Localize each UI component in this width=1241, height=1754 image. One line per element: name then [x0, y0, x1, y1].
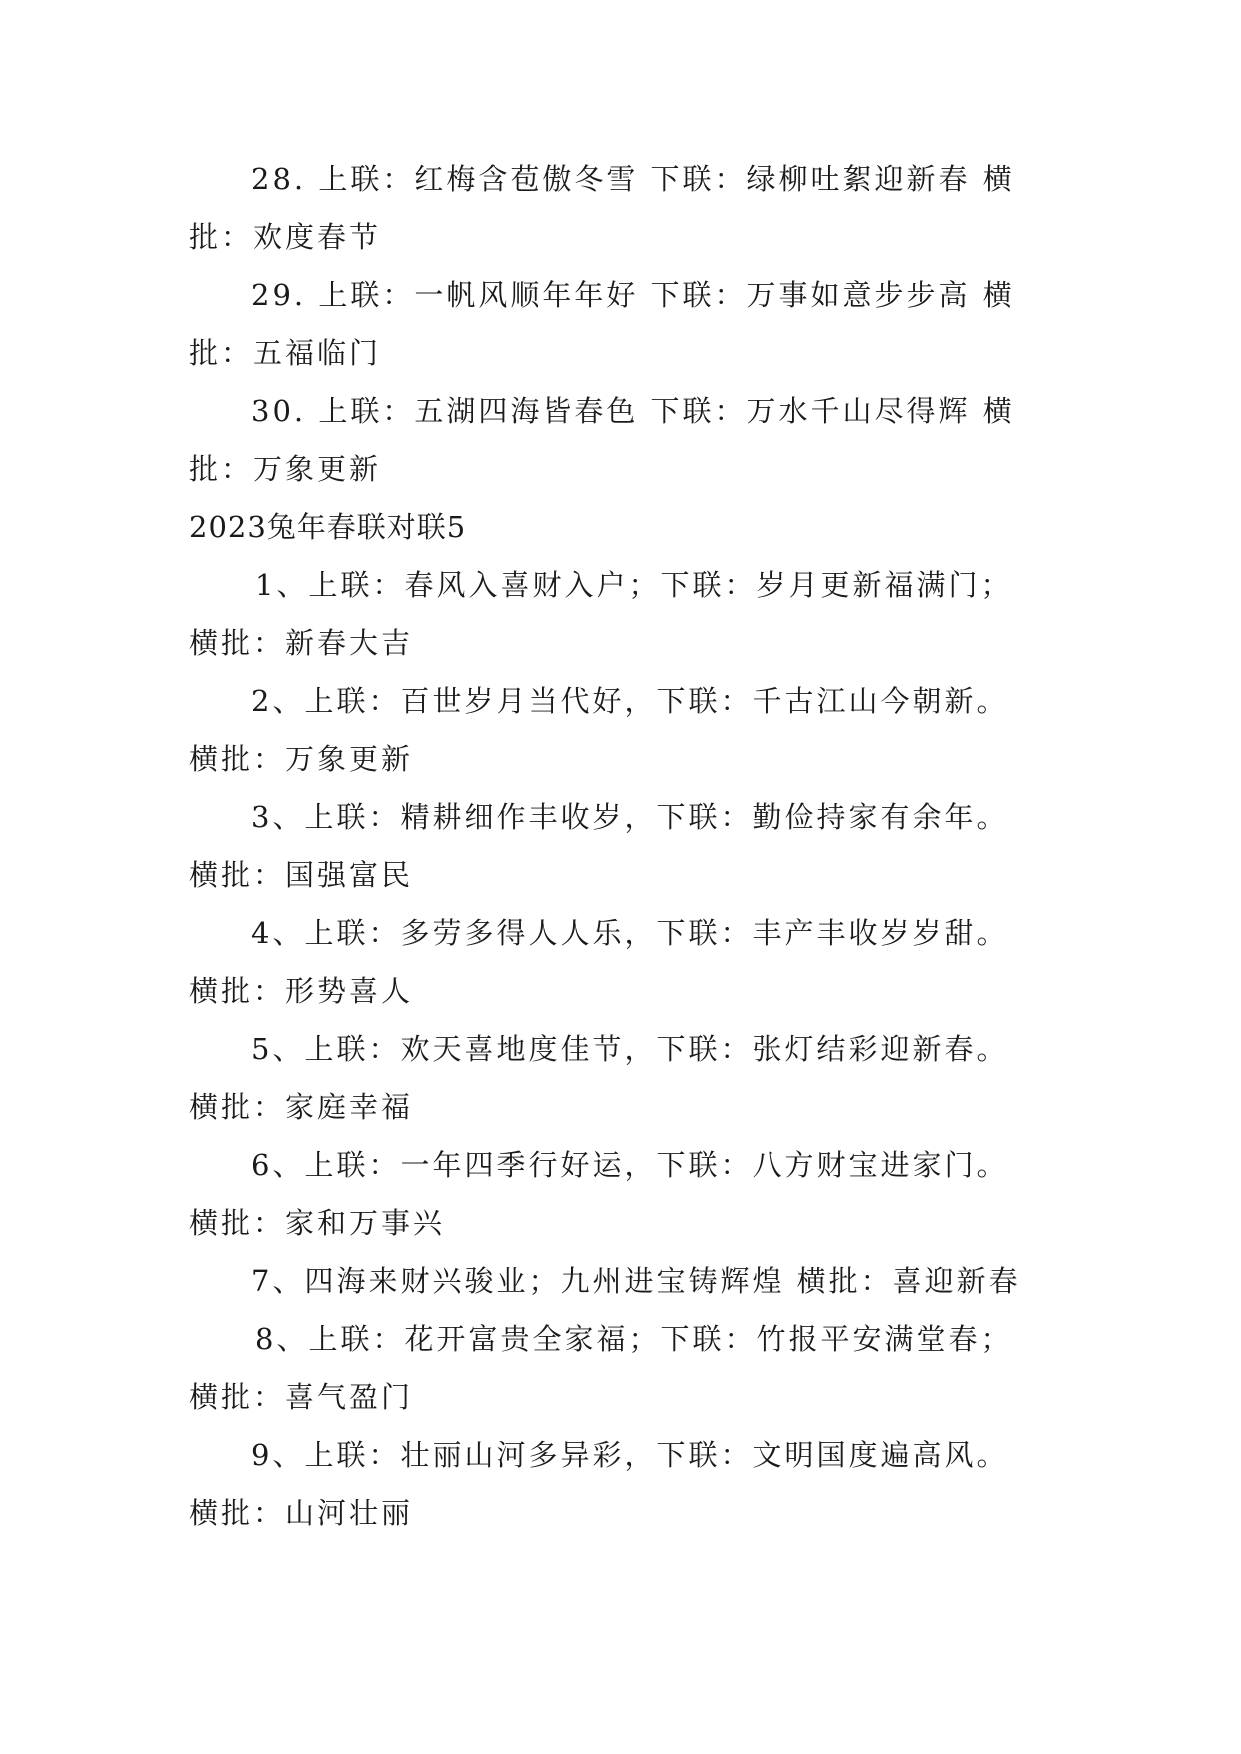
- couplet-1-line-2: 横批：新春大吉: [189, 626, 414, 660]
- couplet-9-line-2: 横批：山河壮丽: [189, 1496, 414, 1530]
- couplet-4-line-1: 4、上联：多劳多得人人乐，下联：丰产丰收岁岁甜。: [251, 916, 1009, 950]
- couplet-30-line-1: 30. 上联：五湖四海皆春色 下联：万水千山尽得辉 横: [251, 394, 1015, 428]
- couplet-5-line-1: 5、上联：欢天喜地度佳节，下联：张灯结彩迎新春。: [251, 1032, 1009, 1066]
- couplet-28-line-2: 批：欢度春节: [189, 220, 382, 254]
- couplet-1-line-1: 1、上联：春风入喜财入户；下联：岁月更新福满门；: [255, 568, 1013, 602]
- couplet-9-line-1: 9、上联：壮丽山河多异彩，下联：文明国度遍高风。: [251, 1438, 1009, 1472]
- document-body: [189, 150, 1049, 1542]
- couplet-2-line-1: 2、上联：百世岁月当代好，下联：千古江山今朝新。: [251, 684, 1009, 718]
- couplet-7-line-1: 7、四海来财兴骏业；九州进宝铸辉煌 横批：喜迎新春: [251, 1264, 1021, 1298]
- couplet-8-line-1: 8、上联：花开富贵全家福；下联：竹报平安满堂春；: [255, 1322, 1013, 1356]
- couplet-3-line-2: 横批：国强富民: [189, 858, 414, 892]
- couplet-29-line-2: 批：五福临门: [189, 336, 382, 370]
- section-heading: 2023兔年春联对联5: [189, 510, 467, 544]
- couplet-8-line-2: 横批：喜气盈门: [189, 1380, 414, 1414]
- couplet-6-line-1: 6、上联：一年四季行好运，下联：八方财宝进家门。: [251, 1148, 1009, 1182]
- couplet-4-line-2: 横批：形势喜人: [189, 974, 414, 1008]
- couplet-29-line-1: 29. 上联：一帆风顺年年好 下联：万事如意步步高 横: [251, 278, 1015, 312]
- couplet-28-line-1: 28. 上联：红梅含苞傲冬雪 下联：绿柳吐絮迎新春 横: [251, 162, 1015, 196]
- couplet-3-line-1: 3、上联：精耕细作丰收岁，下联：勤俭持家有余年。: [251, 800, 1009, 834]
- couplet-30-line-2: 批：万象更新: [189, 452, 382, 486]
- couplet-5-line-2: 横批：家庭幸福: [189, 1090, 414, 1124]
- couplet-6-line-2: 横批：家和万事兴: [189, 1206, 446, 1240]
- couplet-2-line-2: 横批：万象更新: [189, 742, 414, 776]
